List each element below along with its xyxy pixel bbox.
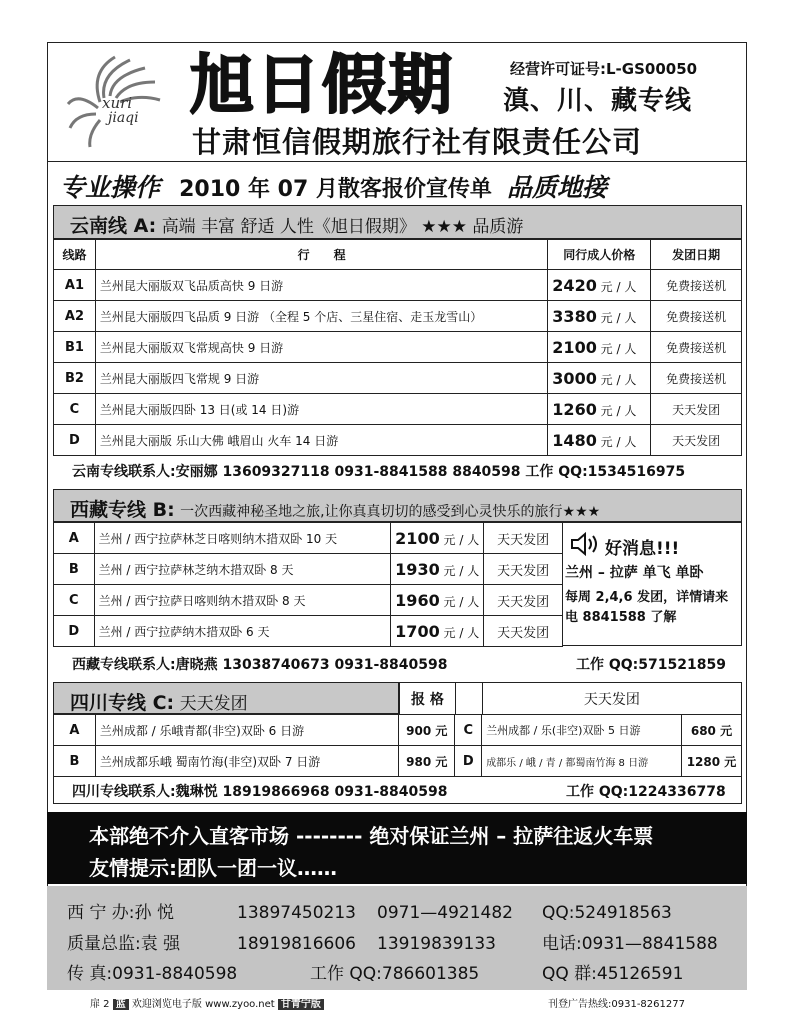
- route-price: 1260 元 / 人: [548, 394, 651, 425]
- logo-text-xuri: xuri: [102, 94, 133, 112]
- yunnan-label: 云南线 A:: [70, 215, 157, 237]
- tibet-slogan: 一次西藏神秘圣地之旅,让你真真切切的感受到心灵快乐的旅行★★★: [180, 504, 601, 520]
- yunnan-col-date: 发团日期: [651, 240, 742, 270]
- route-name: 兰州昆大丽版双飞品质高快 9 日游: [95, 270, 547, 301]
- route-code: A: [54, 715, 96, 746]
- route-date: 免费接送机: [651, 363, 742, 394]
- tibet-section-bar: [53, 489, 742, 522]
- sichuan-right-header: 天天发团: [482, 683, 741, 715]
- route-price: 1700 元 / 人: [391, 616, 484, 647]
- route-name: 兰州成都 / 乐峨青都(非空)双卧 6 日游: [95, 715, 398, 746]
- route-price-2: 680 元: [681, 715, 741, 746]
- sichuan-price-header: 报 格: [400, 683, 456, 715]
- brand-title: 旭日假期: [190, 49, 454, 123]
- table-row: [54, 363, 742, 394]
- route-code: B2: [54, 363, 96, 394]
- route-price: 2100 元 / 人: [548, 332, 651, 363]
- route-name: 兰州昆大丽版四飞品质 9 日游 （全程 5 个店、三星住宿、走玉龙雪山）: [95, 301, 547, 332]
- news-title: 好消息!!!: [605, 539, 680, 559]
- route-code: C: [54, 585, 95, 616]
- company-name: 甘肃恒信假期旅行社有限责任公司: [192, 125, 643, 159]
- route-code: A2: [54, 301, 96, 332]
- route-name: 兰州 / 西宁拉萨日喀则纳木措双卧 8 天: [94, 585, 391, 616]
- bottom-left: 扉 2 蓝 欢迎浏览电子版 www.zyoo.net 甘青宁版: [90, 995, 324, 1010]
- route-date: 天天发团: [484, 523, 563, 554]
- route-date: 天天发团: [484, 554, 563, 585]
- route-date: 天天发团: [484, 585, 563, 616]
- route-code: A1: [54, 270, 96, 301]
- footer-row-quality: 质量总监:袁 强 18919816606 13919839133 电话:0931—8841588: [67, 934, 718, 954]
- headline: [60, 168, 740, 200]
- table-row: [54, 616, 563, 647]
- route-name: 兰州 / 西宁拉萨林芝纳木措双卧 8 天: [94, 554, 391, 585]
- yunnan-col-price: 同行成人价格: [548, 240, 651, 270]
- logo-text-jiaqi: jiaqi: [108, 110, 139, 126]
- news-body: 每周 2,4,6 发团，详情请来电 8841588 了解: [565, 590, 729, 625]
- table-row: [54, 715, 742, 746]
- footer-contacts: [47, 886, 747, 990]
- notice-line-1: 本部绝不介入直客市场 -------- 绝对保证兰州 – 拉萨往返火车票: [89, 824, 654, 848]
- sichuan-section-bar: [53, 682, 399, 714]
- route-code: B: [54, 554, 95, 585]
- route-name: 兰州昆大丽版四飞常规 9 日游: [95, 363, 547, 394]
- route-date: 天天发团: [651, 425, 742, 456]
- yunnan-table: [53, 239, 742, 456]
- table-row: [54, 554, 563, 585]
- route-code: A: [54, 523, 95, 554]
- speaker-icon: [569, 530, 601, 558]
- route-date: 免费接送机: [651, 301, 742, 332]
- headline-right: 品质地接: [507, 173, 608, 202]
- license-number: 经营许可证号:L-GS00050: [510, 60, 698, 78]
- sichuan-header-table: [399, 682, 742, 715]
- route-price-2: 1280 元: [681, 746, 741, 777]
- tibet-label: 西藏专线 B:: [70, 499, 175, 521]
- sichuan-table: [53, 714, 742, 777]
- route-name: 兰州昆大丽版双飞常规高快 9 日游: [95, 332, 547, 363]
- tibet-table: [53, 522, 563, 647]
- route-price: 980 元: [399, 746, 455, 777]
- route-price: 900 元: [399, 715, 455, 746]
- sichuan-contact-qq: 工作 QQ:1224336778: [566, 784, 726, 800]
- sichuan-label: 四川专线 C:: [70, 692, 175, 714]
- route-code: C: [54, 394, 96, 425]
- table-row: [54, 425, 742, 456]
- table-row: [54, 585, 563, 616]
- tibet-contact-qq: 工作 QQ:571521859: [576, 657, 726, 673]
- yunnan-col-route-code: 线路: [54, 240, 96, 270]
- route-name: 兰州昆大丽版四卧 13 日(或 14 日)游: [95, 394, 547, 425]
- route-date: 免费接送机: [651, 332, 742, 363]
- route-name-2: 兰州成都 / 乐(非空)双卧 5 日游: [482, 715, 682, 746]
- table-row: [54, 332, 742, 363]
- table-row: [54, 523, 563, 554]
- yunnan-section-bar: [53, 205, 742, 239]
- route-price: 1930 元 / 人: [391, 554, 484, 585]
- route-code: D: [54, 616, 95, 647]
- sichuan-slogan: 天天发团: [179, 694, 248, 714]
- route-name-2: 成都乐 / 峨 / 青 / 都蜀南竹海 8 日游: [482, 746, 682, 777]
- headline-left: 专业操作: [60, 173, 161, 202]
- route-name: 兰州成都乐峨 蜀南竹海(非空)双卧 7 日游: [95, 746, 398, 777]
- tagline: 滇、川、藏专线: [503, 86, 693, 116]
- table-row: [54, 301, 742, 332]
- yunnan-contact: 云南专线联系人:安丽娜 13609327118 0931-8841588 8840598 工作 QQ:1534516975: [72, 464, 686, 480]
- route-code: B: [54, 746, 96, 777]
- footer-row-xining: 西 宁 办:孙 悦 13897450213 0971—4921482 QQ:524918563: [67, 903, 672, 923]
- sichuan-contact: 四川专线联系人:魏琳悦 18919866968 0931-8840598: [72, 784, 448, 800]
- route-price: 1480 元 / 人: [548, 425, 651, 456]
- notice-line-2: 友情提示:团队一团一议……: [89, 856, 337, 880]
- route-name: 兰州昆大丽版 乐山大佛 峨眉山 火车 14 日游: [95, 425, 547, 456]
- route-price: 3000 元 / 人: [548, 363, 651, 394]
- route-date: 天天发团: [484, 616, 563, 647]
- ad-hotline: 刊登广告热线:0931-8261277: [548, 999, 685, 1010]
- route-code-2: D: [455, 746, 482, 777]
- route-date: 天天发团: [651, 394, 742, 425]
- route-price: 2100 元 / 人: [391, 523, 484, 554]
- sichuan-spacer: [455, 683, 482, 715]
- route-price: 1960 元 / 人: [391, 585, 484, 616]
- footer-row-fax: 传 真:0931-8840598 工作 QQ:786601385 QQ 群:45126591: [67, 964, 684, 984]
- route-code: D: [54, 425, 96, 456]
- route-date: 免费接送机: [651, 270, 742, 301]
- tibet-contact: 西藏专线联系人:唐晓燕 13038740673 0931-8840598: [72, 657, 448, 673]
- sun-logo: [60, 52, 185, 152]
- route-code-2: C: [455, 715, 482, 746]
- good-news: [563, 522, 743, 640]
- route-price: 2420 元 / 人: [548, 270, 651, 301]
- yunnan-slogan: 高端 丰富 舒适 人性《旭日假期》 ★★★ 品质游: [161, 217, 524, 237]
- table-row: [54, 270, 742, 301]
- news-route: 兰州 – 拉萨 单飞 单卧: [565, 565, 704, 581]
- headline-middle: 2010 年 07 月散客报价宣传单: [179, 177, 492, 202]
- yunnan-col-itinerary: 行 程: [95, 240, 547, 270]
- route-name: 兰州 / 西宁拉萨林芝日喀则纳木措双卧 10 天: [94, 523, 391, 554]
- table-row: [54, 394, 742, 425]
- route-price: 3380 元 / 人: [548, 301, 651, 332]
- table-row: [54, 746, 742, 777]
- notice-band: [47, 812, 747, 884]
- route-code: B1: [54, 332, 96, 363]
- header-divider: [47, 161, 747, 162]
- route-name: 兰州 / 西宁拉萨纳木措双卧 6 天: [94, 616, 391, 647]
